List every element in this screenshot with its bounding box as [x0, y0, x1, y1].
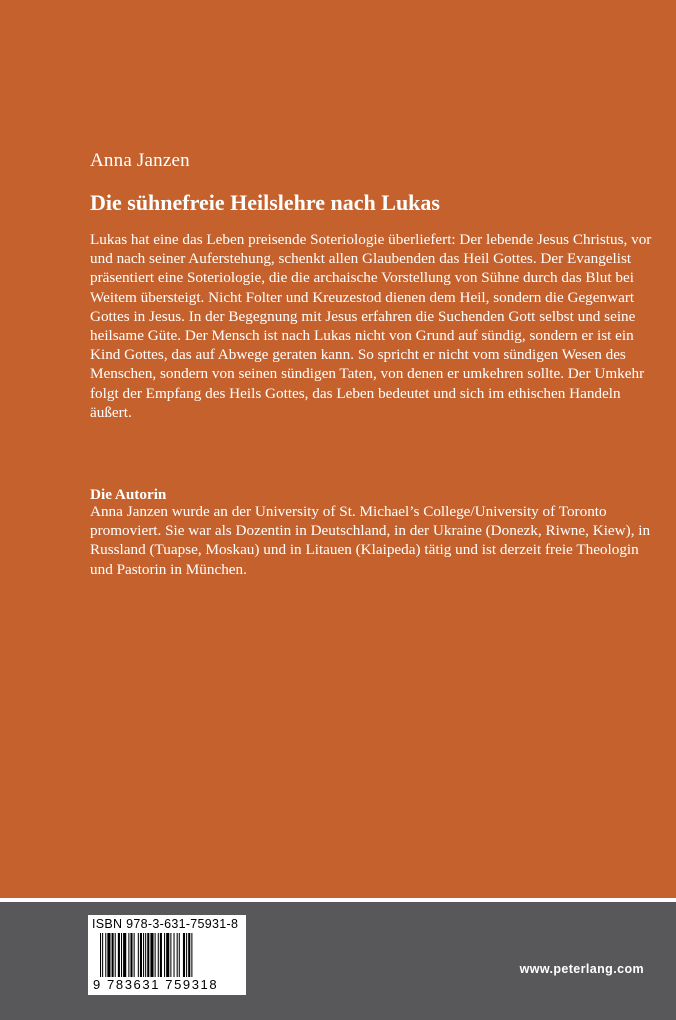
barcode-bar: [107, 933, 110, 979]
barcode-bar: [191, 933, 192, 979]
barcode-bar: [164, 933, 165, 979]
barcode-bar: [160, 933, 162, 979]
bio-text: Anna Janzen wurde an der University of St. Michael’s College/University of Toronto promoviert. Sie war als Dozentin in Deutschland, in der Ukraine (Donezk, Riwne, Kiew), in Russland (Tuapse, Moskau) und in Litauen (Klaipeda) tätig und ist derzeit freie Theologin und Pastorin in München.: [90, 503, 651, 578]
barcode-bar: [118, 933, 120, 979]
barcode-bar: [188, 933, 190, 979]
isbn-label: ISBN 978-3-631-75931-8: [92, 917, 239, 931]
barcode-bar: [102, 933, 103, 979]
bio-heading: Die Autorin: [90, 486, 167, 503]
publisher-website: www.peterlang.com: [519, 962, 644, 976]
barcode-bar: [155, 933, 156, 979]
barcode-bar: [100, 933, 101, 979]
barcode-bar: [115, 933, 116, 979]
barcode-bar: [150, 933, 153, 979]
ean-number: 9 783631 759318: [93, 977, 219, 992]
barcode-bar: [134, 933, 135, 979]
barcode-bar: [138, 933, 139, 979]
barcode-bar: [179, 933, 180, 979]
barcode-bar: [186, 933, 187, 979]
barcode-bar: [158, 933, 159, 979]
book-title: Die sühnefreie Heilslehre nach Lukas: [90, 190, 440, 215]
barcode-bar: [143, 933, 144, 979]
author-name: Anna Janzen: [90, 150, 190, 171]
barcode-bar: [105, 933, 106, 979]
barcode-bar: [130, 933, 132, 979]
barcode-bar: [112, 933, 114, 979]
barcode-bar: [145, 933, 146, 979]
barcode-bar: [166, 933, 169, 979]
barcode-bar: [183, 933, 185, 979]
barcode-bar: [140, 933, 142, 979]
barcode-bar: [170, 933, 171, 979]
barcode-bar: [128, 933, 129, 979]
barcode-bar: [147, 933, 149, 979]
barcode-bar: [121, 933, 122, 979]
blurb-text: Lukas hat eine das Leben preisende Soteriologie überliefert: Der lebende Jesus Christus, vor und nach seiner Auferstehung, schenkt allen Glaubenden das Heil Gottes. Der Evangelist präsentiert eine Soteriologie, die die archaische Vorstellung von Sühne durch das Blut bei Weitem übersteigt. Nicht Folter und Kreuzestod dienen dem Heil, sondern die Gegenwart Gottes in Jesus. In der Begegnung mit Jesus erfahren die Suchenden Gott selbst und seine heilsame Güte. Der Mensch ist nach Lukas nicht von Grund auf sündig, sondern er ist ein Kind Gottes, das auf Abwege geraten kann. So spricht er nicht vom sündigen Wesen des Menschen, sondern von seinen sündigen Taten, von denen er umkehren sollte. Der Umkehr folgt der Empfang des Heils Gottes, das Leben bedeutet und sich im ethischen Handeln äußert.: [90, 231, 652, 421]
barcode-bar: [174, 933, 175, 979]
barcode-bar: [177, 933, 178, 979]
barcode-box: [88, 915, 246, 995]
barcode-bar: [123, 933, 126, 979]
